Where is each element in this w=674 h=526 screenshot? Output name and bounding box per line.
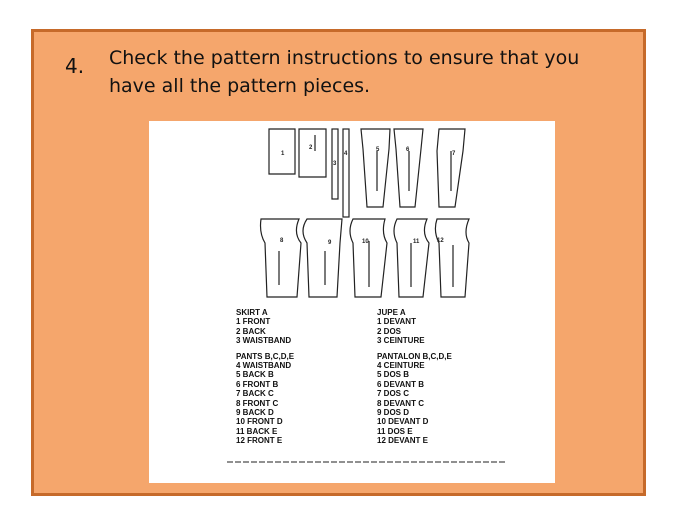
piece-label-3: 3 bbox=[333, 161, 337, 167]
legend-item: 8 DEVANT C bbox=[377, 398, 424, 408]
piece-9-shape bbox=[303, 219, 342, 297]
step-number: 4. bbox=[65, 54, 85, 78]
piece-8-shape bbox=[261, 219, 302, 297]
legend-item: 6 DEVANT B bbox=[377, 379, 424, 389]
legend-french bbox=[377, 308, 452, 446]
legend-item: 11 DOS E bbox=[377, 426, 413, 436]
legend-item: 2 BACK bbox=[236, 326, 266, 336]
piece-label-4: 4 bbox=[344, 151, 348, 157]
legend-item: 4 CEINTURE bbox=[377, 361, 425, 371]
legend-item: 1 DEVANT bbox=[377, 317, 416, 327]
piece-label-6: 6 bbox=[406, 147, 410, 153]
legend-item: 5 BACK B bbox=[236, 370, 274, 380]
legend-item: 9 DOS D bbox=[377, 408, 410, 418]
piece-label-5: 5 bbox=[376, 147, 380, 153]
legend-item: 12 FRONT E bbox=[236, 436, 283, 446]
legend-item: 2 DOS bbox=[377, 326, 402, 336]
piece-label-8: 8 bbox=[280, 238, 284, 244]
legend-item: 6 FRONT B bbox=[236, 379, 279, 389]
piece-label-1: 1 bbox=[281, 151, 285, 157]
legend-item: 8 FRONT C bbox=[236, 398, 279, 408]
piece-4-shape bbox=[343, 129, 349, 217]
legend-item: 7 DOS C bbox=[377, 389, 410, 399]
piece-label-11: 11 bbox=[413, 239, 420, 245]
piece-label-2: 2 bbox=[309, 145, 313, 151]
legend-item: 4 WAISTBAND bbox=[236, 361, 292, 371]
piece-12-shape bbox=[435, 219, 469, 297]
legend-skirt-heading-en: SKIRT A bbox=[236, 308, 268, 317]
legend-item: 5 DOS B bbox=[377, 370, 410, 380]
piece-label-12: 12 bbox=[437, 238, 444, 244]
piece-label-7: 7 bbox=[452, 151, 456, 157]
piece-5-shape bbox=[361, 129, 390, 207]
instruction-line-2: have all the pattern pieces. bbox=[109, 75, 371, 97]
legend-item: 12 DEVANT E bbox=[377, 436, 428, 446]
pattern-pieces-drawing bbox=[149, 121, 555, 483]
legend-item: 11 BACK E bbox=[236, 426, 278, 436]
instruction-line-1: Check the pattern instructions to ensure that you bbox=[109, 47, 580, 69]
legend-item: 10 FRONT D bbox=[236, 417, 283, 427]
piece-label-9: 9 bbox=[328, 240, 332, 246]
legend-item: 3 CEINTURE bbox=[377, 336, 425, 346]
slide-panel bbox=[31, 29, 646, 496]
legend-item: 1 FRONT bbox=[236, 317, 271, 327]
legend-item: 10 DEVANT D bbox=[377, 417, 429, 427]
legend-item: 3 WAISTBAND bbox=[236, 336, 292, 346]
legend-skirt-heading-fr: JUPE A bbox=[377, 308, 406, 317]
pattern-pieces-figure bbox=[149, 121, 555, 483]
piece-2-shape bbox=[299, 129, 326, 177]
legend-item: 7 BACK C bbox=[236, 389, 274, 399]
legend-pants-heading-fr: PANTALON B,C,D,E bbox=[377, 351, 452, 361]
piece-label-10: 10 bbox=[362, 239, 369, 245]
legend-pants-heading-en: PANTS B,C,D,E bbox=[236, 351, 295, 361]
step-instruction bbox=[109, 44, 609, 100]
legend-item: 9 BACK D bbox=[236, 408, 274, 418]
legend-english bbox=[236, 308, 294, 446]
